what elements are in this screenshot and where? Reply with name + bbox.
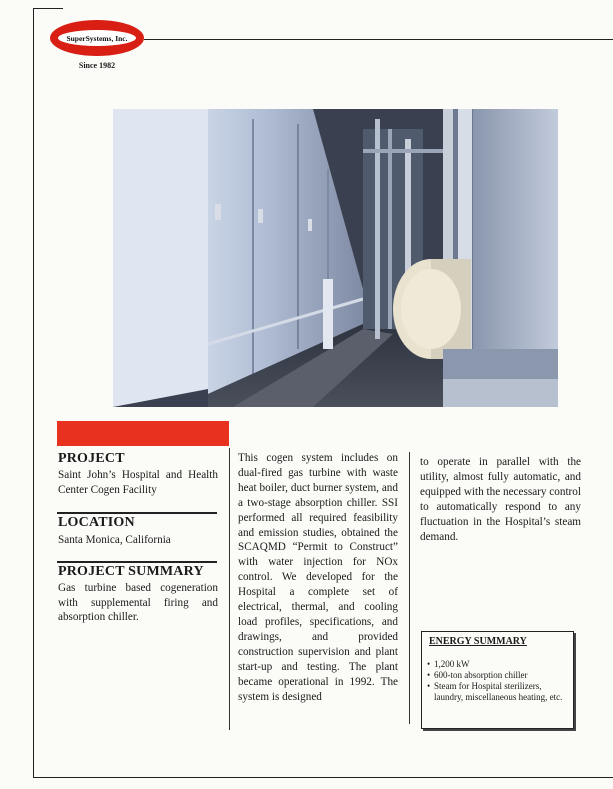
energy-summary-title: ENERGY SUMMARY xyxy=(429,636,527,647)
list-item: • 1,200 kW xyxy=(427,659,568,670)
frame-top-left-line xyxy=(33,8,63,9)
since-label: Since 1982 xyxy=(78,61,116,70)
energy-summary-list xyxy=(427,659,568,703)
company-logo xyxy=(50,20,144,56)
facility-photo xyxy=(113,109,558,407)
accent-bar xyxy=(57,421,229,446)
location-text: Santa Monica, California xyxy=(58,534,171,546)
frame-bottom-line xyxy=(33,777,613,778)
list-item: • Steam for Hospital sterilizers, laundry, miscellaneous heating, etc. xyxy=(427,681,568,703)
company-name: SuperSystems, Inc. xyxy=(58,30,136,46)
project-heading: PROJECT xyxy=(58,451,125,466)
description-column-1: This cogen system includes on dual-fired gas turbine with waste heat boiler, duct burner system, and a two-stage absorption chiller. SSI performed all required feasibility and emission studies, obtained the SCAQMD “Permit to Construct” with water injection for NOx control. We developed for the Hospital a complete set of electrical, thermal, and cooling load profiles, specifications, and drawings, and provided construction supervision and plant start-up and testing. The plant became operational in 1992. The system is designed xyxy=(238,452,398,703)
description-column-2: to operate in parallel with the utility, almost fully automatic, and equipped with the necessary control to automatically respond to any fluctuation in the Hospital’s steam demand. xyxy=(420,456,581,543)
location-heading: LOCATION xyxy=(58,515,135,530)
frame-top-line xyxy=(144,39,613,40)
energy-summary-box xyxy=(421,631,574,729)
column-divider xyxy=(409,452,410,724)
summary-text: Gas turbine based cogeneration with supplemental firing and absorption chiller. xyxy=(58,582,218,624)
column-divider xyxy=(229,448,230,730)
list-item: • 600-ton absorption chiller xyxy=(427,670,568,681)
project-text: Saint John’s Hospital and Health Center Cogen Facility xyxy=(58,469,218,496)
summary-heading: PROJECT SUMMARY xyxy=(58,564,204,579)
frame-left-line xyxy=(33,8,34,778)
section-divider xyxy=(57,561,217,563)
section-divider xyxy=(57,512,217,514)
